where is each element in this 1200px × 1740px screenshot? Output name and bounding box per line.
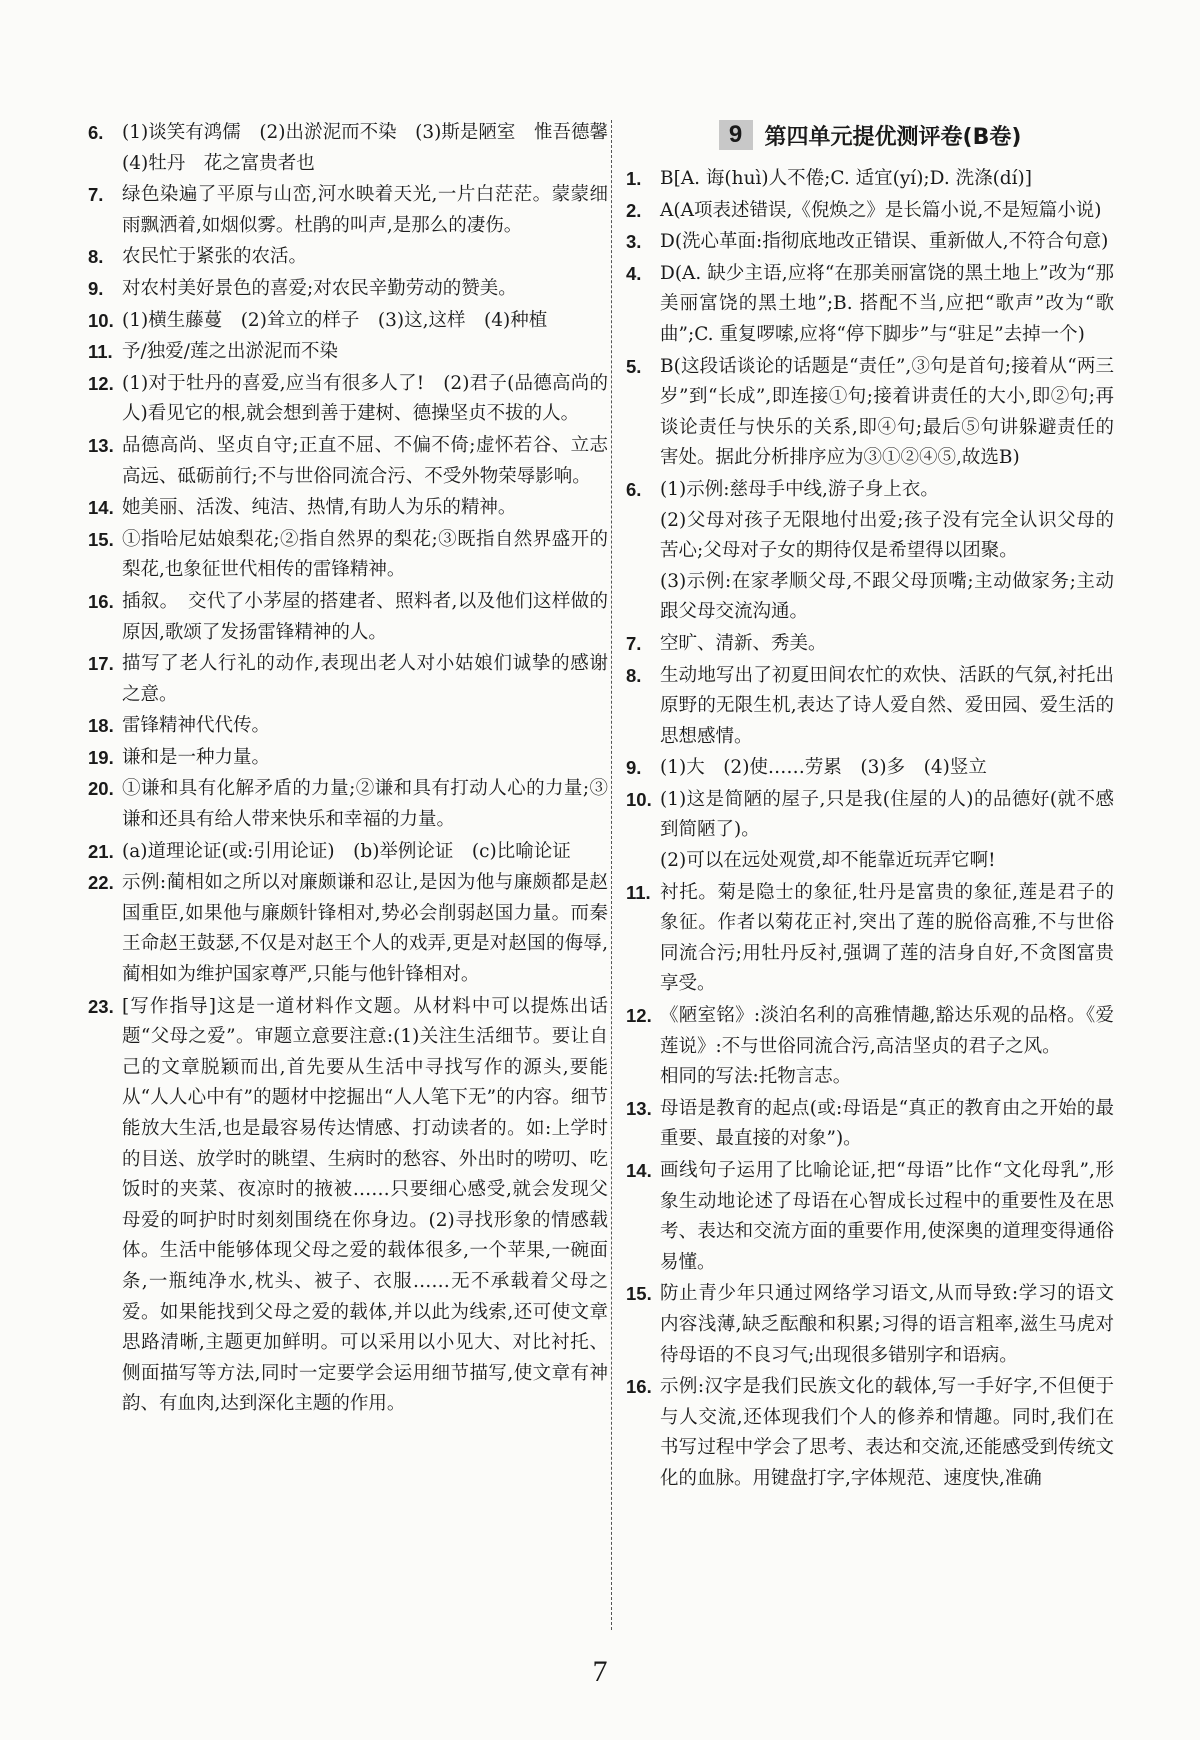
answer-text: (1)横生藤蔓 (2)耸立的样子 (3)这,这样 (4)种植 bbox=[122, 309, 548, 331]
answer-number: 15. bbox=[88, 528, 114, 550]
answer-text: 对农村美好景色的喜爱;对农民辛勤劳动的赞美。 bbox=[122, 277, 517, 299]
section-title: 第四单元提优测评卷(B卷) bbox=[764, 124, 1022, 150]
answer-item bbox=[88, 743, 608, 774]
answer-number: 11. bbox=[88, 341, 113, 363]
answer-text: (1)谈笑有鸿儒 (2)出淤泥而不染 (3)斯是陋室 惟吾德馨 (4)牡丹 花之富贵者也 bbox=[122, 122, 627, 174]
answer-text: [写作指导]这是一道材料作文题。从材料中可以提炼出话题“父母之爱”。审题立意要注意:(1)关注生活细节。要让自己的文章脱颖而出,首先要从生活中寻找写作的源头,要能从“人人心中有”的题材中挖掘出“人人笔下无”的内容。细节能放大生活,也是最容易传达情感、打动读者的。如:上学时的目送、放学时的眺望、生病时的愁容、外出时的唠叨、吃饭时的夹菜、夜凉时的掖被……只要细心感受,就会发现父母爱的呵护时时刻刻围绕在你身边。(2)寻找形象的情感载体。生活中能够体现父母之爱的载体很多,一个苹果,一碗面条,一瓶纯净水,枕头、被子、衣服……无不承载着父母之爱。如果能找到父母之爱的载体,并以此为线索,还可使文章思路清晰,主题更加鲜明。可以采用以小见大、对比衬托、侧面描写等方法,同时一定要学会运用细节描写,使文章有神韵、有血肉,达到深化主题的作用。 bbox=[122, 995, 608, 1415]
column-divider bbox=[611, 120, 612, 1630]
answer-text: 画线句子运用了比喻论证,把“母语”比作“文化母乳”,形象生动地论述了母语在心智成长过程中的重要性及在思考、表达和交流方面的重要作用,使深奥的道理变得通俗易懂。 bbox=[660, 1160, 1114, 1273]
answer-text: 描写了老人行礼的动作,表现出老人对小姑娘们诚挚的感谢之意。 bbox=[122, 653, 608, 705]
section-header bbox=[626, 118, 1114, 152]
answer-item bbox=[88, 306, 608, 337]
answer-text: 生动地写出了初夏田间农忙的欢快、活跃的气氛,衬托出原野的无限生机,表达了诗人爱自然、爱田园、爱生活的思想感情。 bbox=[660, 664, 1114, 747]
answer-number: 13. bbox=[626, 1097, 652, 1119]
answer-number: 10. bbox=[88, 309, 114, 331]
answer-item bbox=[626, 753, 1114, 784]
answer-text: (1)大 (2)使……劳累 (3)多 (4)竖立 bbox=[660, 757, 987, 779]
answer-item bbox=[88, 837, 608, 868]
answer-sub-text: 相同的写法:托物言志。 bbox=[660, 1066, 852, 1088]
answer-item bbox=[88, 711, 608, 742]
answer-sub-text: (2)父母对孩子无限地付出爱;孩子没有完全认识父母的苦心;父母对子女的期待仅是希望得以团聚。 bbox=[660, 509, 1114, 562]
answer-sub-text: 《陋室铭》:淡泊名利的高雅情趣,豁达乐观的品格。《爱莲说》:不与世俗同流合污,高洁坚贞的君子之风。 bbox=[660, 1005, 1114, 1057]
answer-text: B(这段话谈论的话题是“责任”,③句是首句;接着从“两三岁”到“长成”,即连接①句;接着讲责任的大小,即②句;再谈论责任与快乐的关系,即④句;最后⑤句讲躲避责任的害处。据此分析排序应为③①②④⑤,故选B) bbox=[660, 355, 1114, 469]
answer-item bbox=[626, 878, 1114, 1000]
answer-sub-text: (1)示例:慈母手中线,游子身上衣。 bbox=[660, 478, 939, 500]
answer-item bbox=[626, 352, 1114, 474]
answer-item bbox=[626, 1279, 1114, 1371]
answer-text: 衬托。菊是隐士的象征,牡丹是富贵的象征,莲是君子的象征。作者以菊花正衬,突出了莲的脱俗高雅,不与世俗同流合污;用牡丹反衬,强调了莲的洁身自好,不贪图富贵享受。 bbox=[660, 881, 1114, 995]
right-answer-list bbox=[626, 164, 1114, 1495]
answer-item bbox=[88, 431, 608, 492]
answer-text: 插叙。 交代了小茅屋的搭建者、照料者,以及他们这样做的原因,歌颂了发扬雷锋精神的人。 bbox=[122, 590, 608, 643]
answer-number: 9. bbox=[626, 757, 642, 779]
answer-text: D(A. 缺少主语,应将“在那美丽富饶的黑土地上”改为“那美丽富饶的黑土地”;B. 搭配不当,应把“歌声”改为“歌曲”;C. 重复啰嗦,应将“停下脚步”与“驻足”去掉一个) bbox=[660, 262, 1114, 345]
answer-text: 农民忙于紧张的农活。 bbox=[122, 246, 308, 268]
answer-text: D(洗心革面:指彻底地改正错误、重新做人,不符合句意) bbox=[660, 231, 1109, 253]
answer-number: 10. bbox=[626, 788, 652, 810]
answer-number: 23. bbox=[88, 995, 114, 1017]
answer-item bbox=[626, 1094, 1114, 1155]
answer-item bbox=[88, 337, 608, 368]
answer-item bbox=[626, 629, 1114, 660]
answer-number: 16. bbox=[626, 1376, 652, 1398]
answer-number: 14. bbox=[626, 1160, 652, 1181]
answer-item bbox=[626, 475, 1114, 628]
answer-item bbox=[88, 369, 608, 430]
answer-item bbox=[626, 1372, 1114, 1494]
answer-sub-text: (3)示例:在家孝顺父母,不跟父母顶嘴;主动做家务;主动跟父母交流沟通。 bbox=[660, 570, 1114, 623]
answer-number: 17. bbox=[88, 653, 114, 675]
answer-number: 6. bbox=[88, 122, 104, 143]
answer-number: 22. bbox=[88, 872, 114, 894]
answer-item bbox=[88, 493, 608, 524]
section-number: 9 bbox=[719, 120, 753, 150]
answer-number: 4. bbox=[626, 262, 642, 284]
answer-number: 8. bbox=[626, 664, 642, 686]
answer-number: 3. bbox=[626, 231, 642, 253]
answer-text: 谦和是一种力量。 bbox=[122, 746, 271, 768]
answer-number: 2. bbox=[626, 199, 642, 221]
answer-item bbox=[88, 242, 608, 273]
answer-number: 6. bbox=[626, 478, 642, 500]
answer-number: 21. bbox=[88, 840, 114, 862]
answer-number: 1. bbox=[626, 168, 642, 189]
answer-sub-text: (1)这是简陋的屋子,只是我(住屋的人)的品德好(就不感到简陋了)。 bbox=[660, 788, 1114, 841]
answer-text: 予/独爱/莲之出淤泥而不染 bbox=[122, 341, 338, 363]
answer-item bbox=[88, 180, 608, 241]
answer-item bbox=[626, 259, 1114, 351]
answer-text: 绿色染遍了平原与山峦,河水映着天光,一片白茫茫。蒙蒙细雨飘洒着,如烟似雾。杜鹃的叫声,是那么的凄伤。 bbox=[122, 184, 608, 236]
answer-number: 18. bbox=[88, 715, 114, 737]
answer-number: 11. bbox=[626, 881, 651, 903]
answer-text: 品德高尚、坚贞自守;正直不屈、不偏不倚;虚怀若谷、立志高远、砥砺前行;不与世俗同流合污、不受外物荣辱影响。 bbox=[122, 434, 608, 487]
answer-text: (a)道理论证(或:引用论证) (b)举例论证 (c)比喻论证 bbox=[122, 840, 571, 862]
answer-number: 12. bbox=[88, 372, 114, 394]
answer-item bbox=[88, 774, 608, 835]
answer-number: 9. bbox=[88, 277, 104, 299]
answer-item bbox=[88, 525, 608, 586]
answer-number: 14. bbox=[88, 497, 114, 519]
answer-item bbox=[626, 1001, 1114, 1093]
answer-number: 5. bbox=[626, 355, 642, 377]
answer-item bbox=[626, 164, 1114, 195]
answer-item bbox=[88, 649, 608, 710]
answer-sub-text: (2)可以在远处观赏,却不能靠近玩弄它啊! bbox=[660, 850, 996, 872]
answer-item bbox=[626, 196, 1114, 227]
answer-number: 15. bbox=[626, 1283, 652, 1305]
answer-text: ①指哈尼姑娘梨花;②指自然界的梨花;③既指自然界盛开的梨花,也象征世代相传的雷锋精神。 bbox=[122, 528, 608, 581]
answer-text: 示例:汉字是我们民族文化的载体,写一手好字,不但便于与人交流,还体现我们个人的修养和情趣。同时,我们在书写过程中学会了思考、表达和交流,还能感受到传统文化的血脉。用键盘打字,字体规范、速度快,准确 bbox=[660, 1376, 1114, 1489]
answer-text: ①谦和具有化解矛盾的力量;②谦和具有打动人心的力量;③谦和还具有给人带来快乐和幸福的力量。 bbox=[122, 778, 608, 831]
answer-text: 她美丽、活泼、纯洁、热情,有助人为乐的精神。 bbox=[122, 497, 517, 519]
answer-item bbox=[88, 587, 608, 648]
answer-item bbox=[626, 785, 1114, 877]
answer-text: 母语是教育的起点(或:母语是“真正的教育由之开始的最重要、最直接的对象”)。 bbox=[660, 1097, 1114, 1150]
answer-number: 8. bbox=[88, 246, 104, 268]
answer-text: B[A. 诲(huì)人不倦;C. 适宜(yí);D. 洗涤(dí)] bbox=[660, 168, 1032, 189]
answer-number: 12. bbox=[626, 1005, 652, 1027]
answer-number: 19. bbox=[88, 746, 114, 768]
answer-number: 13. bbox=[88, 434, 114, 456]
answer-item bbox=[88, 118, 627, 179]
answer-text: 防止青少年只通过网络学习语文,从而导致:学习的语文内容浅薄,缺乏酝酿和积累;习得的语言粗率,滋生马虎对待母语的不良习气;出现很多错别字和语病。 bbox=[660, 1283, 1114, 1366]
answer-number: 20. bbox=[88, 778, 114, 800]
answer-text: 雷锋精神代代传。 bbox=[122, 715, 271, 737]
answer-item bbox=[626, 1156, 1114, 1278]
answer-number: 7. bbox=[626, 632, 642, 654]
answer-item bbox=[88, 274, 608, 305]
answer-number: 7. bbox=[88, 184, 104, 206]
right-column bbox=[626, 118, 1114, 1496]
answer-text: (1)对于牡丹的喜爱,应当有很多人了! (2)君子(品德高尚的人)看见它的根,就会想到善于建树、德操坚贞不拔的人。 bbox=[122, 372, 608, 425]
answer-text: A(A项表述错误,《倪焕之》是长篇小说,不是短篇小说) bbox=[660, 199, 1102, 221]
page-number: 7 bbox=[592, 1655, 608, 1688]
answer-item bbox=[88, 868, 608, 990]
answer-number: 16. bbox=[88, 590, 114, 612]
left-column bbox=[88, 118, 627, 1421]
answer-item bbox=[88, 992, 608, 1420]
answer-item bbox=[626, 227, 1114, 258]
answer-text: 空旷、清新、秀美。 bbox=[660, 632, 827, 654]
answer-item bbox=[626, 661, 1114, 753]
answer-text: 示例:蔺相如之所以对廉颇谦和忍让,是因为他与廉颇都是赵国重臣,如果他与廉颇针锋相对,势必会削弱赵国力量。而秦王命赵王鼓瑟,不仅是对赵王个人的戏弄,更是对赵国的侮辱,蔺相如为维护国家尊严,只能与他针锋相对。 bbox=[122, 872, 608, 986]
